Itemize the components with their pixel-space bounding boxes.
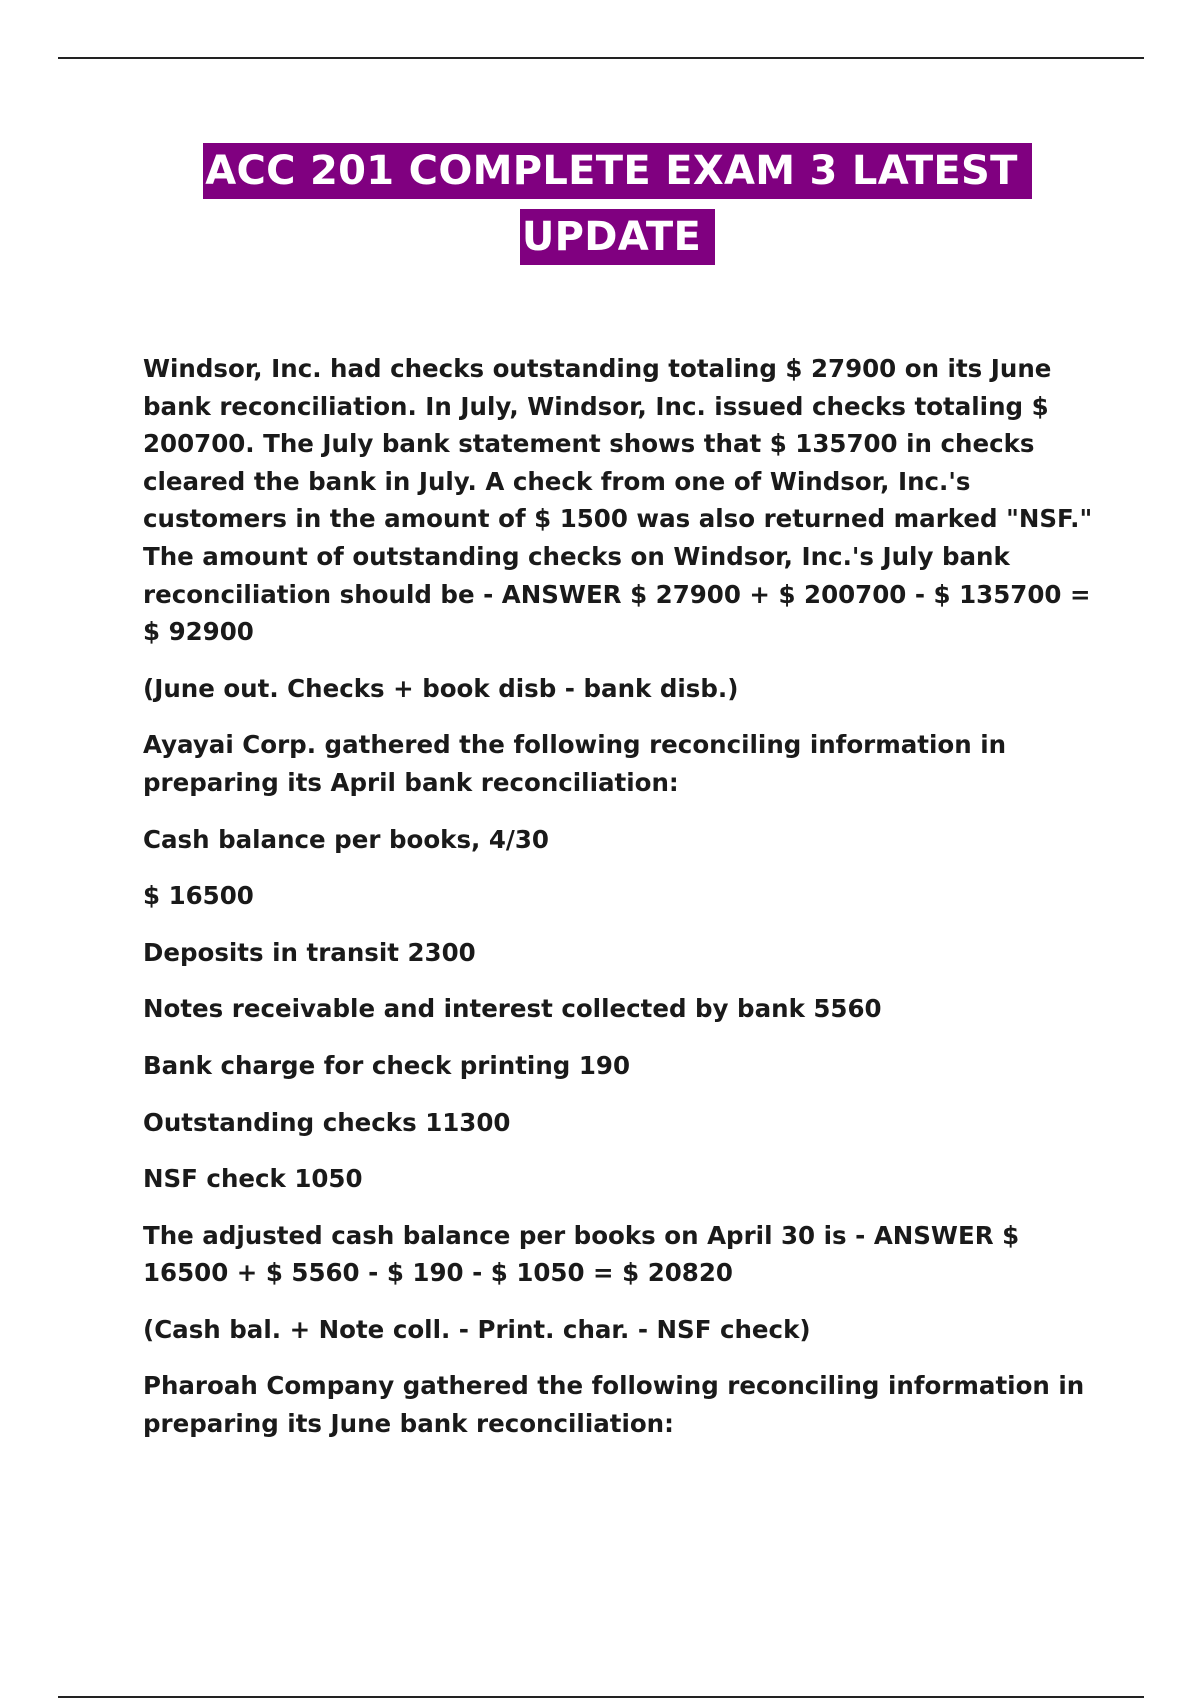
formula-note-windsor: (June out. Checks + book disb - bank disb.) (143, 673, 739, 703)
question-windsor: Windsor, Inc. had checks outstanding totaling $ 27900 on its June bank reconciliation. In July, Windsor, Inc. issued checks totaling $ 200700. The July bank statement shows that $ 135700 in checks cleared the bank in July. A check from one of Windsor, Inc.'s customers in the amount of $ 1500 was also returned marked "NSF." The amount of outstanding checks on Windsor, Inc.'s July bank reconciliation should be - ANSWER $ 27900 + $ 200700 - $ 135700 = $ 92900 (143, 354, 1093, 647)
item-cash-balance-label: Cash balance per books, 4/30 (143, 824, 549, 854)
document-body (143, 350, 1103, 1462)
item-deposits-in-transit: Deposits in transit 2300 (143, 937, 476, 967)
item-bank-charge: Bank charge for check printing 190 (143, 1050, 630, 1080)
answer-ayayai: The adjusted cash balance per books on April 30 is - ANSWER $ 16500 + $ 5560 - $ 190 - $ 1050 = $ 20820 (143, 1220, 1020, 1288)
item-nsf-check: NSF check 1050 (143, 1164, 363, 1194)
title-line-2: UPDATE (520, 209, 715, 265)
formula-note-ayayai: (Cash bal. + Note coll. - Print. char. - NSF check) (143, 1314, 811, 1344)
question-ayayai-intro: Ayayai Corp. gathered the following reconciling information in preparing its April bank reconciliation: (143, 730, 1007, 797)
bottom-rule (58, 1696, 1144, 1698)
item-cash-balance-value: $ 16500 (143, 881, 254, 911)
top-rule (58, 57, 1144, 59)
item-outstanding-checks: Outstanding checks 11300 (143, 1107, 511, 1137)
title-line-1: ACC 201 COMPLETE EXAM 3 LATEST (203, 143, 1032, 199)
item-notes-receivable: Notes receivable and interest collected by bank 5560 (143, 994, 882, 1024)
document-title (0, 143, 1200, 265)
question-pharoah-intro: Pharoah Company gathered the following reconciling information in preparing its June bank reconciliation: (143, 1371, 1085, 1439)
